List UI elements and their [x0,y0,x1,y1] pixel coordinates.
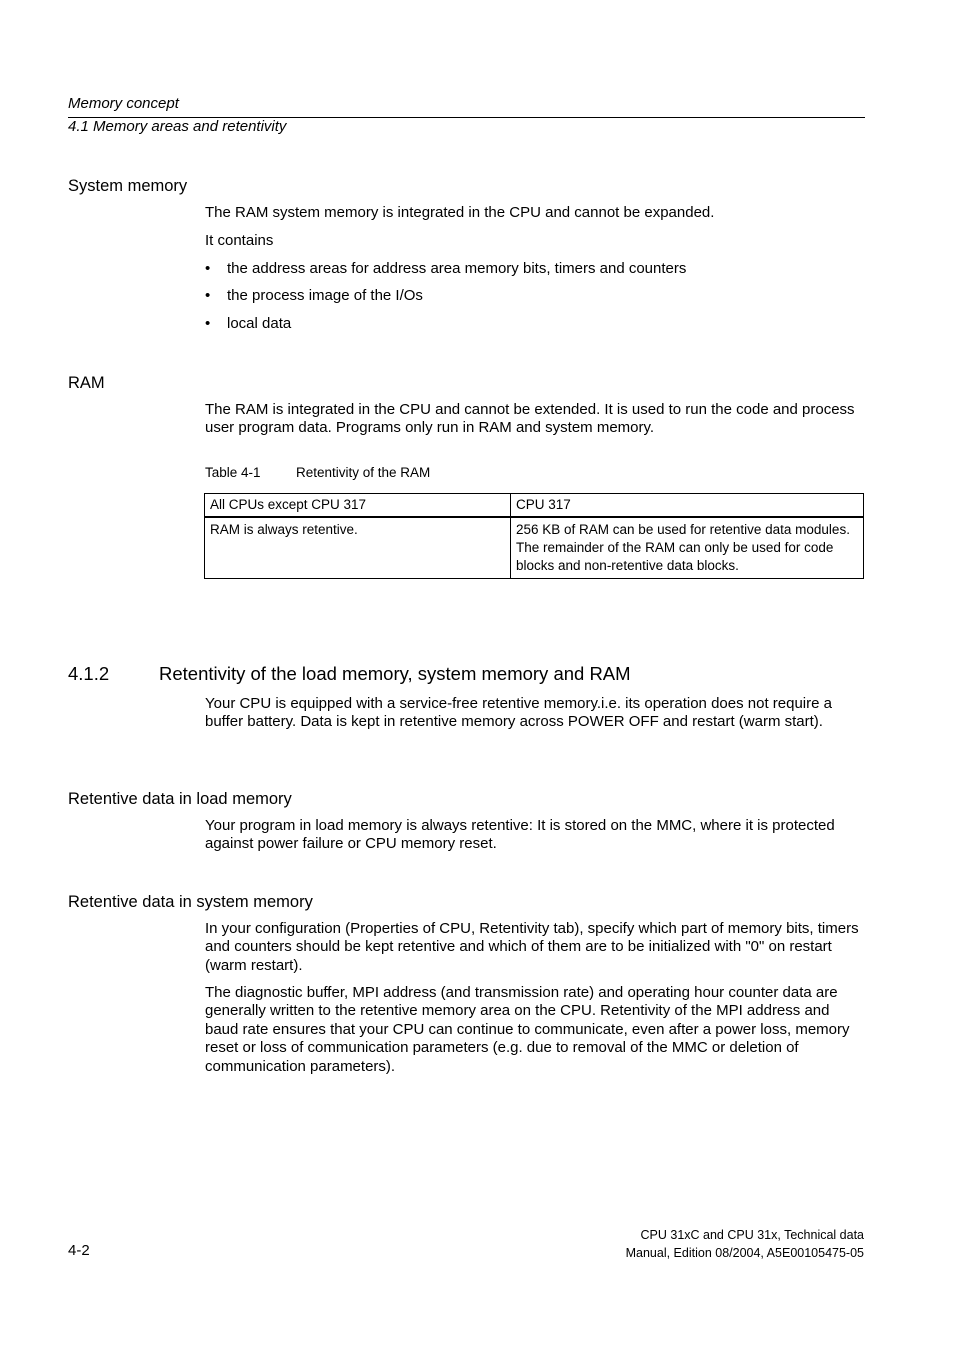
system-memory-heading: System memory [68,177,188,195]
system-memory-paragraph: The RAM system memory is integrated in the CPU and cannot be expanded. [205,204,715,221]
load-memory-paragraph: Your program in load memory is always retentive: It is stored on the MMC, where it is protected against power failure or CPU memory reset. [205,817,835,853]
section-title: Retentivity of the load memory, system memory and RAM [159,663,631,684]
ram-retentivity-table [204,493,864,579]
section-number: 4.1.2 [68,663,110,684]
load-memory-heading: Retentive data in load memory [68,790,292,808]
table-caption-title: Retentivity of the RAM [296,465,431,480]
bullet-icon: • [205,287,211,304]
list-item-text: local data [227,315,292,332]
ram-heading: RAM [68,374,105,392]
footer-manual-title: CPU 31xC and CPU 31x, Technical data [640,1228,864,1242]
running-header-chapter: Memory concept [68,95,179,112]
section-intro-paragraph: Your CPU is equipped with a service-free retentive memory.i.e. its operation does not require a buffer battery. Data is kept in retentive memory across POWER OFF and restart (warm start). [205,695,832,731]
table-cell: 256 KB of RAM can be used for retentive data modules. The remainder of the RAM can only be used for code blocks and non-retentive data blocks. [511,517,864,579]
ram-paragraph: The RAM is integrated in the CPU and cannot be extended. It is used to run the code and process user program data. Programs only run in RAM and system memory. [205,401,855,437]
table-cell: RAM is always retentive. [205,517,511,579]
bullet-icon: • [205,260,211,277]
page-number: 4-2 [68,1242,90,1259]
system-memory-retentive-heading: Retentive data in system memory [68,893,313,911]
table-header-cell: All CPUs except CPU 317 [205,494,511,518]
list-item-text: the process image of the I/Os [227,287,423,304]
footer-edition: Manual, Edition 08/2004, A5E00105475-05 [625,1246,864,1260]
list-item-text: the address areas for address area memory bits, timers and counters [227,260,687,277]
table-header-row [205,494,864,518]
table-row [205,517,864,579]
table-caption-label: Table 4-1 [205,465,261,480]
system-memory-contains: It contains [205,232,274,249]
system-memory-retentive-paragraph-2: The diagnostic buffer, MPI address (and transmission rate) and operating hour counter data are generally written to the retentive memory area on the CPU. Retentivity of the MPI address and baud rate ensures that your CPU can continue to communicate, even after a power loss, memory reset or loss of communication parameters (e.g. due to removal of the MMC or deletion of communication parameters). [205,984,850,1075]
bullet-icon: • [205,315,211,332]
running-header-section: 4.1 Memory areas and retentivity [68,118,287,135]
table-header-cell: CPU 317 [511,494,864,518]
system-memory-retentive-paragraph-1: In your configuration (Properties of CPU, Retentivity tab), specify which part of memory bits, timers and counters should be kept retentive and which of them are to be initialized with "0" on restart (warm restart). [205,920,859,974]
